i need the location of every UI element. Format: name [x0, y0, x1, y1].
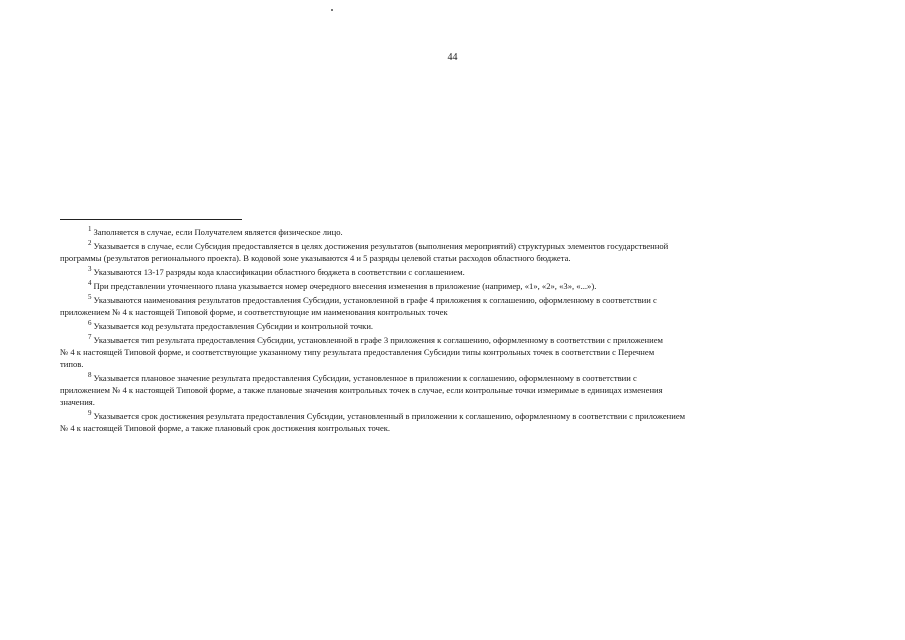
- footnote-8: [60, 371, 848, 408]
- footnote-number: 7: [88, 333, 92, 341]
- footnote-text: Указывается в случае, если Субсидия предоставляется в целях достижения результатов (выполнения мероприятий) структурных элементов государственной: [93, 241, 669, 251]
- footnote-3: [88, 266, 848, 278]
- footnote-9: [60, 409, 848, 434]
- footnote-number: 6: [88, 319, 92, 327]
- footnote-number: 9: [88, 409, 92, 417]
- footnote-number: 5: [88, 293, 92, 301]
- scan-dot: [331, 9, 333, 11]
- page-number: 44: [447, 52, 458, 63]
- footnote-1: [88, 226, 848, 238]
- footnote-text: Указываются наименования результатов предоставления Субсидии, установленной в графе 4 приложения к соглашению, оформленному в соответствии с: [93, 295, 657, 305]
- footnote-5: [60, 293, 848, 318]
- footnote-text-continued: № 4 к настоящей Типовой форме, и соответствующие указанному типу результата предоставления Субсидии типы контрольных точек в соответствии с Перечнем: [60, 347, 655, 357]
- footnote-text-continued: программы (результатов регионального проекта). В кодовой зоне указываются 4 и 5 разряды целевой статьи расходов областного бюджета.: [60, 253, 571, 263]
- footnote-separator: [60, 219, 242, 220]
- footnotes: [60, 225, 848, 434]
- footnote-number: 3: [88, 265, 92, 273]
- footnote-text: Указывается тип результата предоставления Субсидии, установленной в графе 3 приложения к соглашению, оформленному в соответствии с приложением: [93, 335, 663, 345]
- footnote-number: 1: [88, 225, 92, 233]
- footnote-text: Указывается код результата предоставления Субсидии и контрольной точки.: [93, 321, 374, 331]
- footnote-number: 2: [88, 239, 92, 247]
- footnote-text-continued: типов.: [60, 359, 84, 369]
- footnote-text-continued: значения.: [60, 397, 95, 407]
- footnote-4: [88, 280, 848, 292]
- footnote-6: [88, 320, 848, 332]
- footnote-text: Указываются 13-17 разряды кода классификации областного бюджета в соответствии с соглашением.: [93, 267, 465, 277]
- footnote-number: 8: [88, 371, 92, 379]
- footnote-text: При представлении уточненного плана указывается номер очередного внесения изменения в приложение (например, «1», «2», «3», «...»).: [93, 281, 597, 291]
- footnote-text-continued: приложением № 4 к настоящей Типовой форме, и соответствующие им наименования контрольных точек: [60, 307, 448, 317]
- footnote-number: 4: [88, 279, 92, 287]
- footnote-text: Указывается срок достижения результата предоставления Субсидии, установленный в приложении к соглашению, оформленному в соответствии с приложением: [93, 411, 686, 421]
- footnote-text-continued: приложением № 4 к настоящей Типовой форме, а также плановые значения контрольных точек в случае, если контрольные точки измеримые в единицах изменения: [60, 385, 663, 395]
- footnote-text: Заполняется в случае, если Получателем является физическое лицо.: [93, 227, 343, 237]
- footnote-text: Указывается плановое значение результата предоставления Субсидии, установленное в приложении к соглашению, оформленному в соответствии с: [93, 373, 637, 383]
- footnote-text-continued: № 4 к настоящей Типовой форме, а также плановый срок достижения контрольных точек.: [60, 423, 391, 433]
- footnote-7: [60, 333, 848, 370]
- footnote-2: [60, 239, 848, 264]
